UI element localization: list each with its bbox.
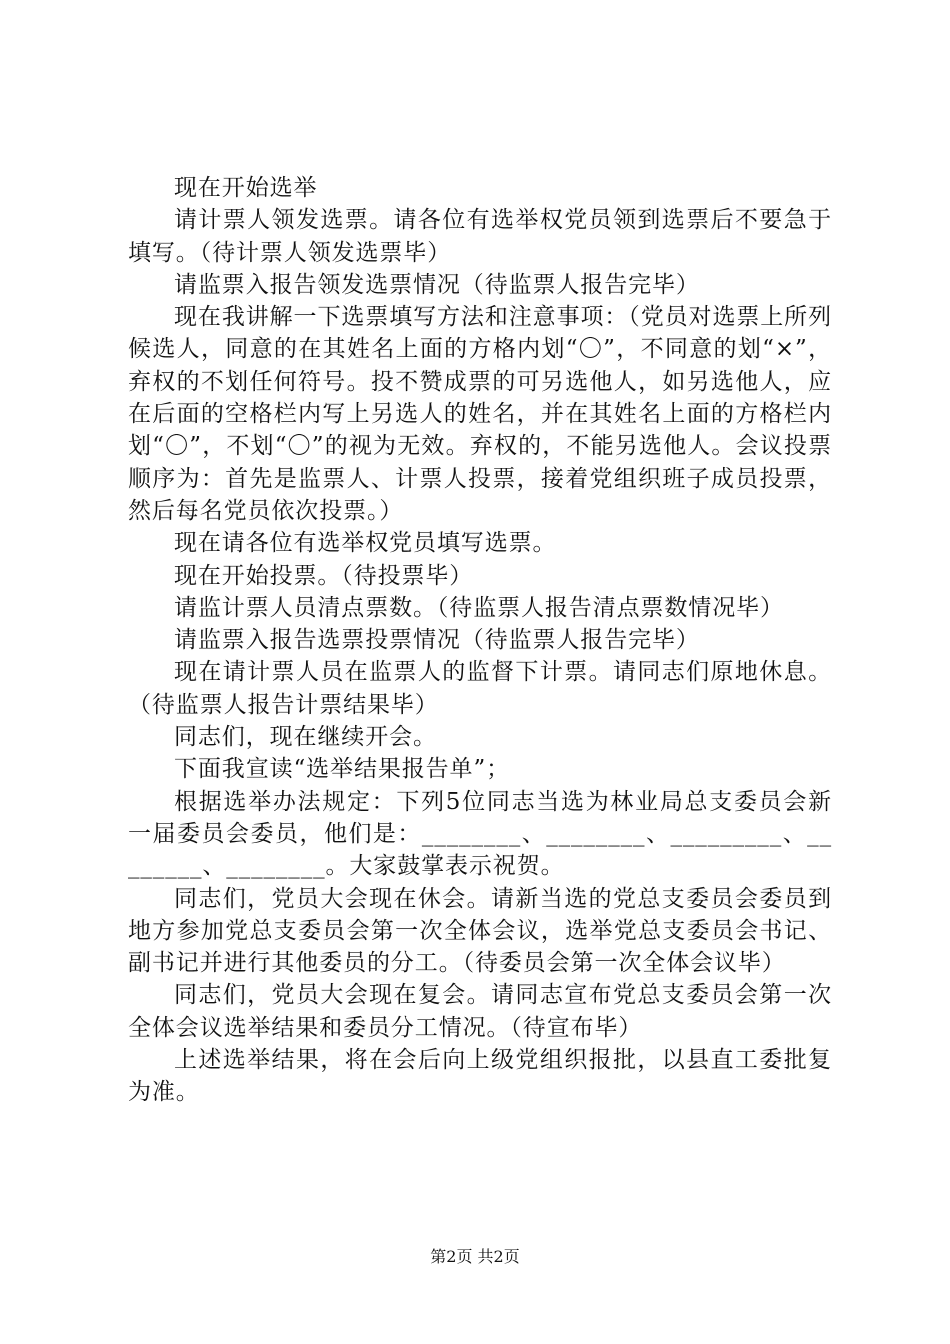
paragraph-report-voting: 请监票入报告选票投票情况（待监票人报告完毕） <box>174 627 700 654</box>
paragraph-approval: 上述选举结果，将在会后向上级党组织报批，以县直工委批复为准。 <box>128 1047 832 1106</box>
paragraph-ballot-instructions: 现在我讲解一下选票填写方法和注意事项：（党员对选票上所列候选人，同意的在其姓名上面的方格内划“〇”，不同意的划“×”，弃权的不划任何符号。投不赞成票的可另选他人，如另选他人，应在后面的空格栏内写上另选人的姓名，并在其姓名上面的方格栏内划“〇”，不划“〇”的视为无效。弃权的，不能另选他人。会议投票顺序为：首先是监票人、计票人投票，接着党组织班子成员投票，然后每名党员依次投票。） <box>128 304 832 524</box>
paragraph-count-ballots: 请监计票人员清点票数。（待监票人报告清点票数情况毕） <box>174 594 784 621</box>
page-number-footer: 第2页 共2页 <box>430 1247 520 1266</box>
paragraph-tally-votes: 现在请计票人员在监票人的监督下计票。请同志们原地休息。（待监票人报告计票结果毕） <box>128 659 832 718</box>
paragraph-read-results: 下面我宣读“选举结果报告单”； <box>174 756 511 783</box>
paragraph-fill-ballots: 现在请各位有选举权党员填写选票。 <box>174 530 557 557</box>
paragraph-elected-members: 根据选举办法规定：下列5位同志当选为林业局总支委员会新一届委员会委员，他们是：________、________、_________、________、________。大家鼓掌表示祝贺。 <box>128 788 832 880</box>
document-body <box>128 172 832 1109</box>
paragraph-distribute-ballots: 请计票人领发选票。请各位有选举权党员领到选票后不要急于填写。（待计票人领发选票毕） <box>128 207 832 266</box>
paragraph-reconvene: 同志们，党员大会现在复会。请同志宣布党总支委员会第一次全体会议选举结果和委员分工情况。（待宣布毕） <box>128 982 832 1041</box>
paragraph-start-voting: 现在开始投票。（待投票毕） <box>174 562 474 589</box>
paragraph-resume-meeting: 同志们，现在继续开会。 <box>174 724 437 751</box>
paragraph-start-election: 现在开始选举 <box>174 175 318 201</box>
paragraph-report-distribution: 请监票入报告领发选票情况（待监票人报告完毕） <box>174 271 700 298</box>
paragraph-recess: 同志们，党员大会现在休会。请新当选的党总支委员会委员到地方参加党总支委员会第一次全体会议，选举党总支委员会书记、副书记并进行其他委员的分工。（待委员会第一次全体会议毕） <box>128 885 832 977</box>
